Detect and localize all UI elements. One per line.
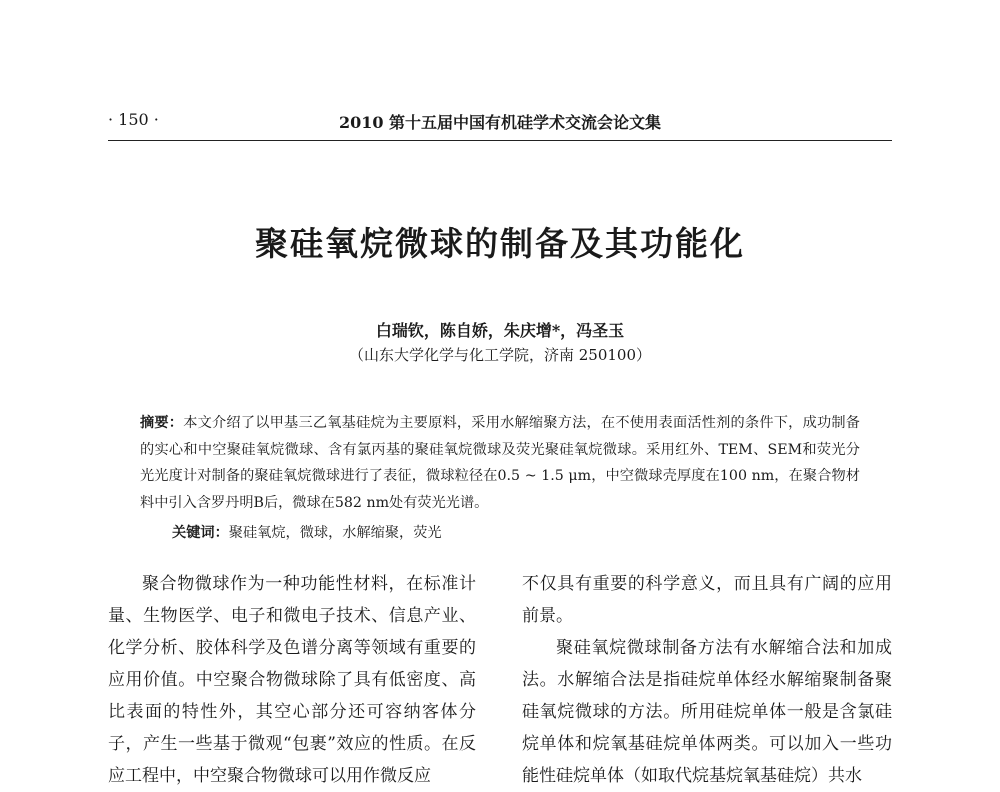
keywords-label: 关键词： [172,525,229,541]
keywords-text: 聚硅氧烷，微球，水解缩聚，荧光 [228,525,442,541]
page-number: · 150 · [108,110,159,129]
running-header [108,110,892,134]
keywords [172,520,860,546]
body-column-left [108,568,476,792]
body-paragraph: 聚硅氧烷微球制备方法有水解缩合法和加成法。水解缩合法是指硅烷单体经水解缩聚制备聚硅氧烷微球的方法。所用硅烷单体一般是含氯硅烷单体和烷氧基硅烷单体两类。可以加入一些功能性硅烷单体（如取代烷基烷氧基硅烷）共水 [522,638,892,786]
article-title: 聚硅氧烷微球的制备及其功能化 [255,224,745,263]
body-paragraph: 不仅具有重要的科学意义，而且具有广阔的应用前景。 [522,574,892,626]
header-rule [108,140,892,141]
abstract-label: 摘要： [140,415,184,431]
running-title: 2010 第十五届中国有机硅学术交流会论文集 [338,113,662,132]
body-paragraph: 聚合物微球作为一种功能性材料，在标准计量、生物医学、电子和微电子技术、信息产业、化学分析、胶体科学及色谱分离等领域有重要的应用价值。中空聚合物微球除了具有低密度、高比表面的特性外，其空心部分还可容纳客体分子，产生一些基于微观“包裹”效应的性质。在反应工程中，中空聚合物微球可以用作微反应 [108,574,476,786]
abstract-text: 本文介绍了以甲基三乙氧基硅烷为主要原料，采用水解缩聚方法，在不使用表面活性剂的条件下，成功制备的实心和中空聚硅氧烷微球、含有氯丙基的聚硅氧烷微球及荧光聚硅氧烷微球。采用红外、TEM、SEM和荧光分光光度计对制备的聚硅氧烷微球进行了表征，微球粒径在0.5 ~ 1.5 μm，中空微球壳厚度在100 nm，在聚合物材料中引入含罗丹明B后，微球在582 nm处有荧光光谱。 [140,415,860,511]
body-column-right [522,568,892,792]
abstract [140,410,860,516]
affiliation: （山东大学化学与化工学院，济南 250100） [348,346,652,364]
author-list: 白瑞钦，陈自娇，朱庆增*，冯圣玉 [375,321,625,340]
